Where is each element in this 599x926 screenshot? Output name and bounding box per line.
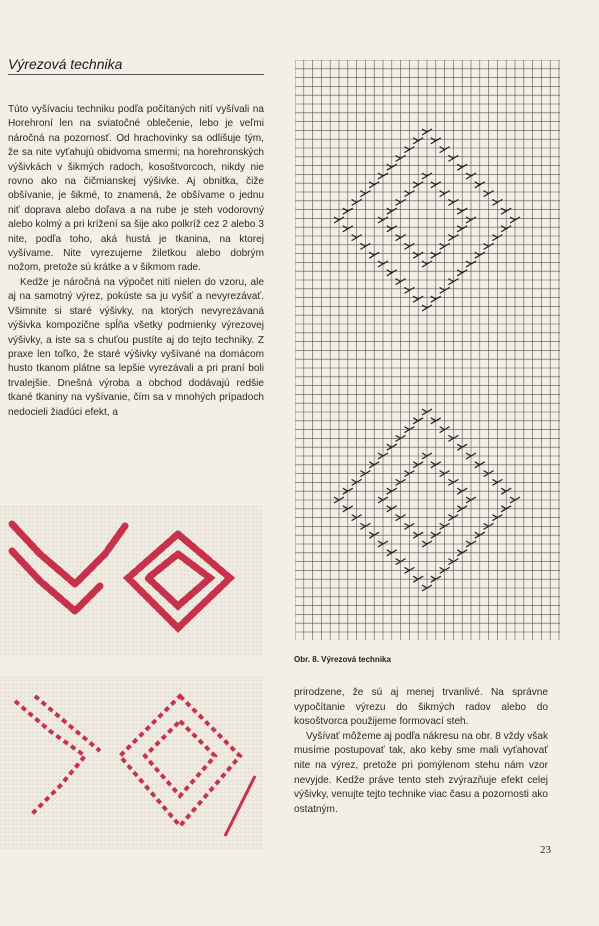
pattern-grid [295, 60, 560, 640]
paragraph: Túto vyšívaciu techniku podľa počítaných nití vyšívali na Horehroní len na sviatočné oblečenie, lebo je veľmi náročná na pozornosť. Od hrachovinky sa odlišuje tým, že sa nite vyťahujú obidvoma smermi; na horehronských výšivkách v šikmých radoch, kosoštvorcoch, nikdy nie rovno ako na čičmianskej výšivke. Aj obnitka, čiže obšívanie, je šikmé, to znamená, že obšívame o jednu niť doprava alebo doľava a na rube je steh vodorovný alebo kolmý a pri krížení sa šije ako polkríž cez 2 alebo 3 nite, podľa toho, aká hustá je tkanina, na ktorej vyšívame. Nite vyrezujeme žiletkou alebo dobrým nožom, pretože sú krátke a v šikmom rade. [8, 104, 264, 274]
main-text-column [8, 103, 264, 420]
embroidery-photo-bottom [0, 676, 263, 849]
embroidery-sample-top-drawing [0, 506, 263, 656]
embroidery-photo-top [0, 506, 263, 656]
paragraph: prirodzene, že sú aj menej trvanlivé. Na správne vypočítanie výrezu do šikmých radov alebo do kosoštvorca použijeme formovací steh. [294, 687, 548, 728]
embroidery-sample-bottom-drawing [0, 676, 263, 849]
paragraph: Kedže je náročná na výpočet nití nielen do vzoru, ale aj na samotný výrez, pokúste sa ju vyšiť a nevyrezávať. Všimnite si staré výšivky, na ktorých nevyrezávaná výšivka kompozične spĺňa všetky podmienky výrezovej výšivky, a iste sa s chuťou pustíte aj do tejto techniky. Z praxe len toľko, že staré výšivky vyšívané na domácom husto tkanom plátne sa lepšie vyrezávali a pri praní boli trvalejšie. Dnešná výroba a obchod dodávajú redšie tkané tkaniny na vyšívanie, čím sa v mnohých prípadoch nedocieli žiadúci efekt, a [8, 276, 264, 418]
page-number: 23 [540, 844, 551, 856]
continuation-text-column [294, 686, 548, 817]
section-heading: Výrezová technika [8, 56, 264, 75]
figure-caption: Obr. 8. Výrezová technika [294, 655, 391, 664]
stitch-pattern-diagram [295, 60, 560, 640]
paragraph: Vyšívať môžeme aj podľa nákresu na obr. 8 vždy však musíme postupovať tak, ako keby sme mali vyťahovať nite na výrez, pretože pri pomýlenom stehu nám vzor nevyjde. Kedže práve tento steh zvýrazňuje efekt celej výšivky, venujte tejto technike viac času a pozornosti ako ostatným. [294, 730, 548, 815]
